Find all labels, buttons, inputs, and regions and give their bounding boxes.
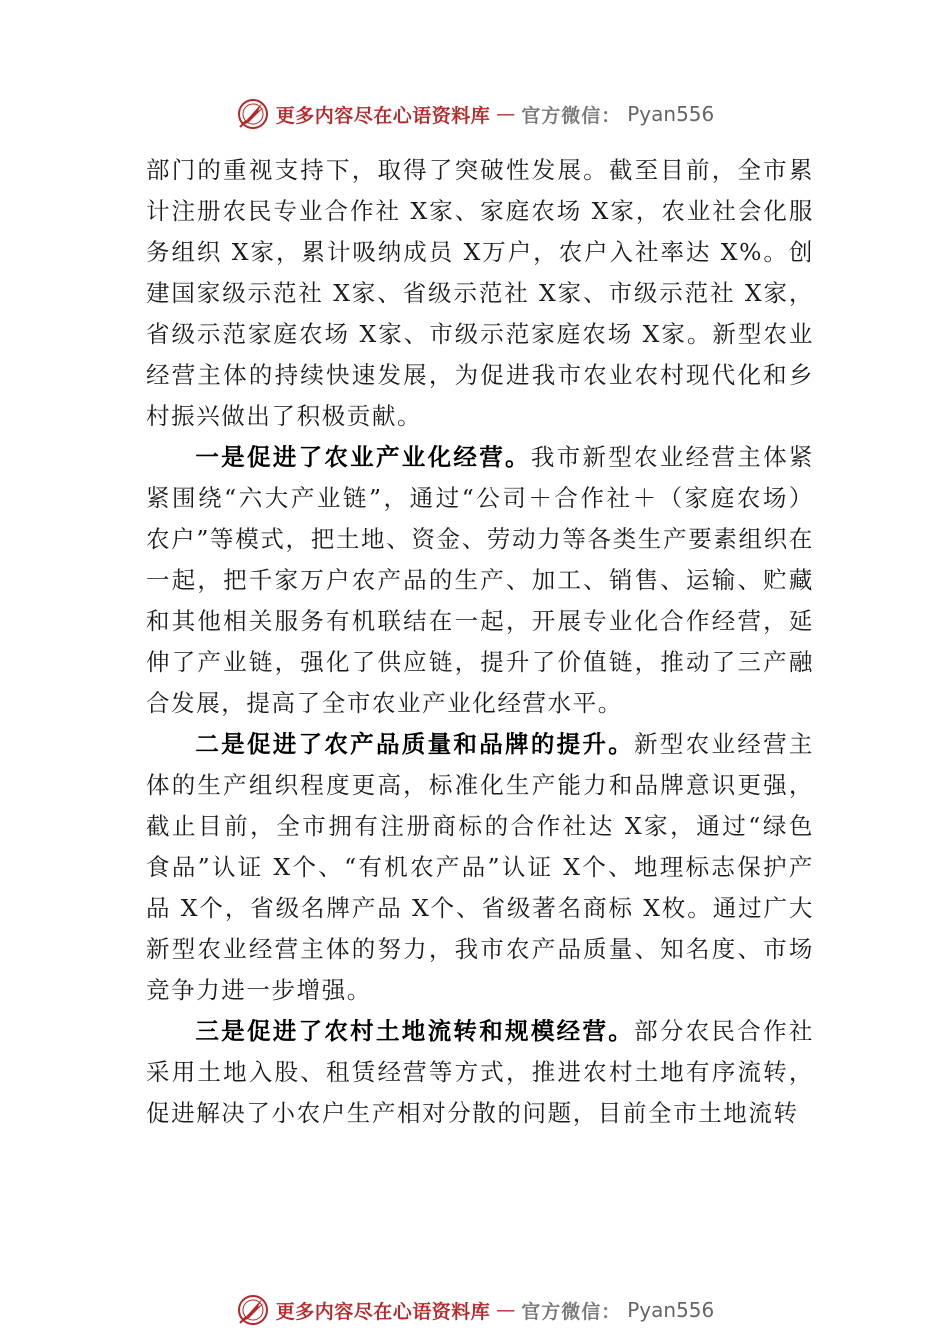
paragraph-text: 新型农业经营主体的生产组织程度更高，标准化生产能力和品牌意识更强，截止目前，全市拥有注册商标的合作社达 X家，通过“绿色食品”认证 X个、“有机农产品”认证 X个、地理标志保护产品 X个，省级名牌产品 X个、省级著名商标 X枚。通过广大新型农业经营主体的努力，我市农产品质量、知名度、市场竞争力进一步增强。: [146, 730, 815, 1004]
document-body: [146, 150, 814, 1134]
quill-seal-icon: [236, 1293, 270, 1327]
footer-banner: [0, 1288, 950, 1332]
paragraph-text: 部分农民合作社采用土地入股、租赁经营等方式，推进农村土地有序流转，促进解决了小农户生产相对分散的问题，目前全市土地流转: [146, 1017, 815, 1127]
paragraph-text: 我市新型农业经营主体紧紧围绕“六大产业链”，通过“公司＋合作社＋（家庭农场）农户”等模式，把土地、资金、劳动力等各类生产要素组织在一起，把千家万户农产品的生产、加工、销售、运输、贮藏和其他相关服务有机联结在一起，开展专业化合作经营，延伸了产业链，强化了供应链，提升了价值链，推动了三产融合发展，提高了全市农业产业化经营水平。: [146, 443, 814, 717]
banner-dash: —: [496, 103, 516, 125]
banner-main-text: 更多内容尽在心语资料库: [275, 1300, 491, 1323]
banner-wechat-label: 官方微信：: [521, 1300, 622, 1323]
paragraph-quality-brand: [146, 724, 814, 1011]
paragraph-heading: 三是促进了农村土地流转和规模经营。: [195, 1017, 635, 1045]
banner-wechat-id: Pyan556: [627, 1298, 715, 1322]
paragraph-heading: 二是促进了农产品质量和品牌的提升。: [195, 730, 635, 758]
banner-wechat-id: Pyan556: [627, 102, 715, 126]
quill-seal-icon: [236, 97, 270, 131]
banner-dash: —: [496, 1299, 516, 1321]
banner-main-text: 更多内容尽在心语资料库: [275, 104, 491, 127]
banner-wechat-label: 官方微信：: [521, 104, 622, 127]
paragraph-land-transfer: [146, 1011, 814, 1134]
header-banner: [0, 92, 950, 136]
paragraph-industrialization: [146, 437, 814, 724]
paragraph-heading: 一是促进了农业产业化经营。: [195, 443, 531, 471]
paragraph-intro: 部门的重视支持下，取得了突破性发展。截至目前，全市累计注册农民专业合作社 X家、家庭农场 X家，农业社会化服务组织 X家，累计吸纳成员 X万户，农户入社率达 X%。创建国家级示范社 X家、省级示范社 X家、市级示范社 X家，省级示范家庭农场 X家、市级示范家庭农场 X家。新型农业经营主体的持续快速发展，为促进我市农业农村现代化和乡村振兴做出了积极贡献。: [146, 156, 814, 430]
